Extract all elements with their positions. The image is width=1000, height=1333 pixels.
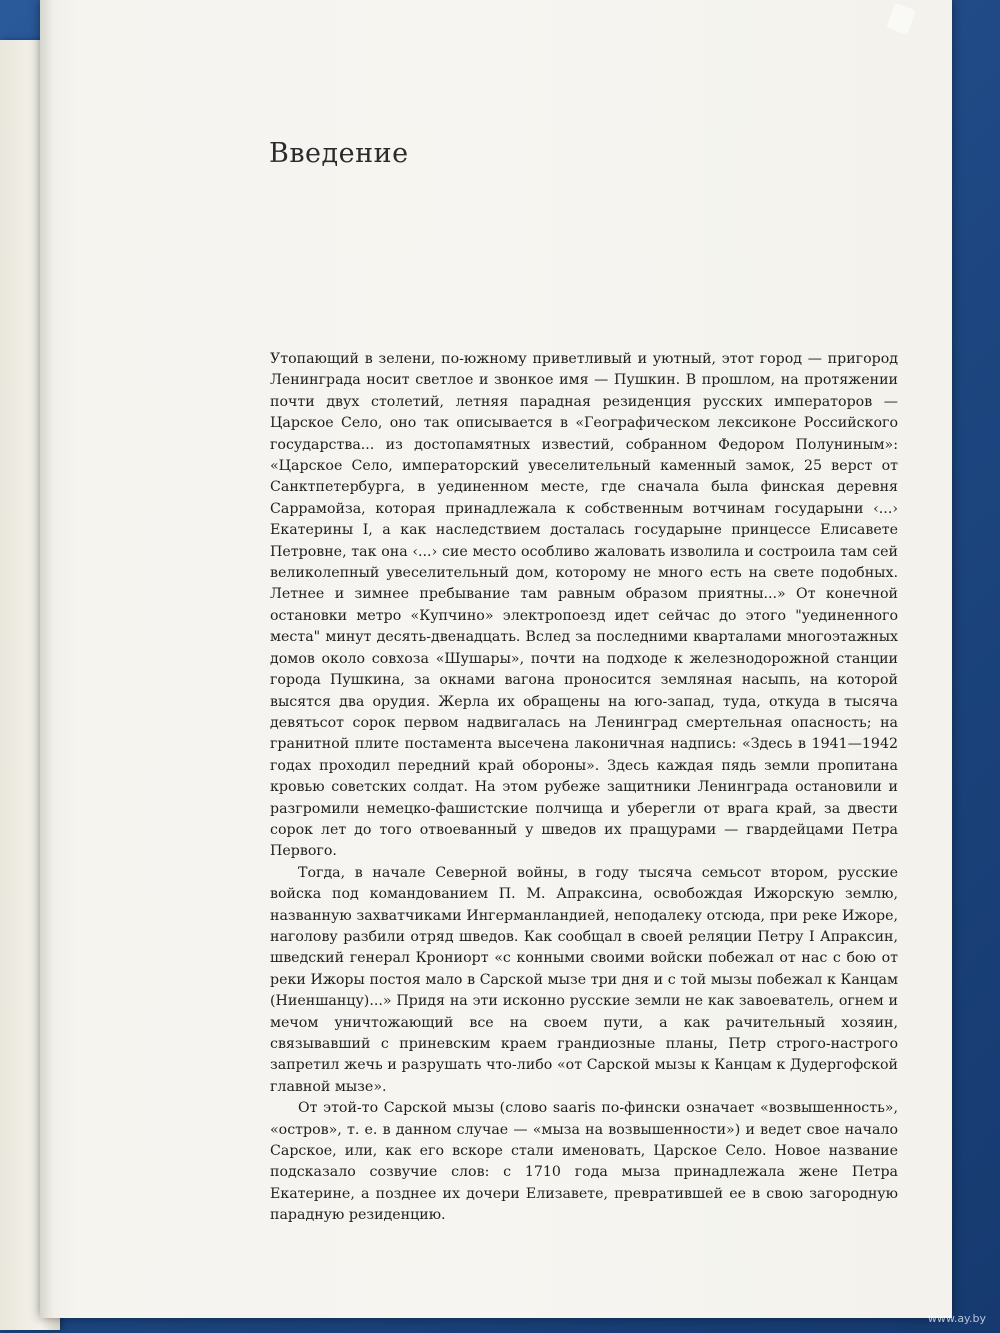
body-text [270, 349, 898, 1227]
paragraph-3: От этой-то Сарской мызы (слово saaris по-фински означает «возвышенность», «остров», т. е. в данном случае — «мыза на возвышенности») и ведет свое начало Сарское, или, как его вскоре стали именовать, Царское Село. Новое название подсказало созвучие слов: с 1710 года мыза принадлежала жене Петра Екатерине, а позднее их дочери Елизавете, превратившей ее в свою загородную парадную резиденцию. [270, 1100, 898, 1224]
book-page [40, 0, 952, 1318]
page-heading: Введение [269, 138, 409, 169]
site-watermark: www.ay.by [927, 1312, 986, 1325]
paragraph-2: Тогда, в начале Северной войны, в году тысяча семьсот втором, русские войска под командованием П. М. Апраксина, освобождая Ижорскую землю, названную захватчиками Ингерманландией, неподалеку отсюда, при реке Ижоре, наголову разбили отряд шведов. Как сообщал в своей реляции Петру I Апраксин, шведский генерал Крониорт «с конными своими войски побежал от нас с бою от реки Ижоры постоя мало в Сарской мызе три дня и с той мызы побежал к Канцам (Ниеншанцу)...» Придя на эти исконно русские земли не как завоеватель, огнем и мечом уничтожающий все на своем пути, а как рачительный хозяин, связывавший с приневским краем грандиозные планы, Петр строго-настрого запретил жечь и разрушать что-либо «от Сарской мызы к Канцам к Дудергофской главной мызе». [270, 864, 898, 1095]
paragraph-1: Утопающий в зелени, по-южному приветливый и уютный, этот город — пригород Ленинграда носит светлое и звонкое имя — Пушкин. В прошлом, на протяжении почти двух столетий, летняя парадная резиденция русских императоров — Царское Село, оно так описывается в «Географическом лексиконе Российского государства... из достопамятных известий, собранном Федором Полуниным»: «Царское Село, императорский увеселительный каменный замок, 25 верст от Санктпетербурга, в уединенном месте, где сначала была финская деревня Саррамойза, которая принадлежала к собственным вотчинам государыни ‹...› Екатерины I, а как наследствием досталась государыне принцессе Елисавете Петровне, так она ‹...› сие место особливо жаловать изволила и состроила там сей великолепный увеселительный дом, которому не много есть на свете подобных. Летнее и зимнее пребывание там равным образом приятны...» От конечной остановки метро «Купчино» электропоезд идет сейчас до этого "уединенного места" минут десять-двенадцать. Вслед за последними кварталами многоэтажных домов около совхоза «Шушары», почти на подходе к железнодорожной станции города Пушкина, за окнами вагона проносится земляная насыпь, на которой высятся два орудия. Жерла их обращены на юго-запад, туда, откуда в тысяча девятьсот сорок первом надвигалась на Ленинград смертельная опасность; на гранитной плите постамента высечена лаконичная надпись: «Здесь в 1941—1942 годах проходил передний край обороны». Здесь каждая пядь земли пропитана кровью советских солдат. На этом рубеже защитники Ленинграда остановили и разгромили немецко-фашистские полчища и уберегли от врага край, за двести сорок лет до того отвоеванный у шведов их пращурами — гвардейцами Петра Первого. [270, 351, 898, 860]
